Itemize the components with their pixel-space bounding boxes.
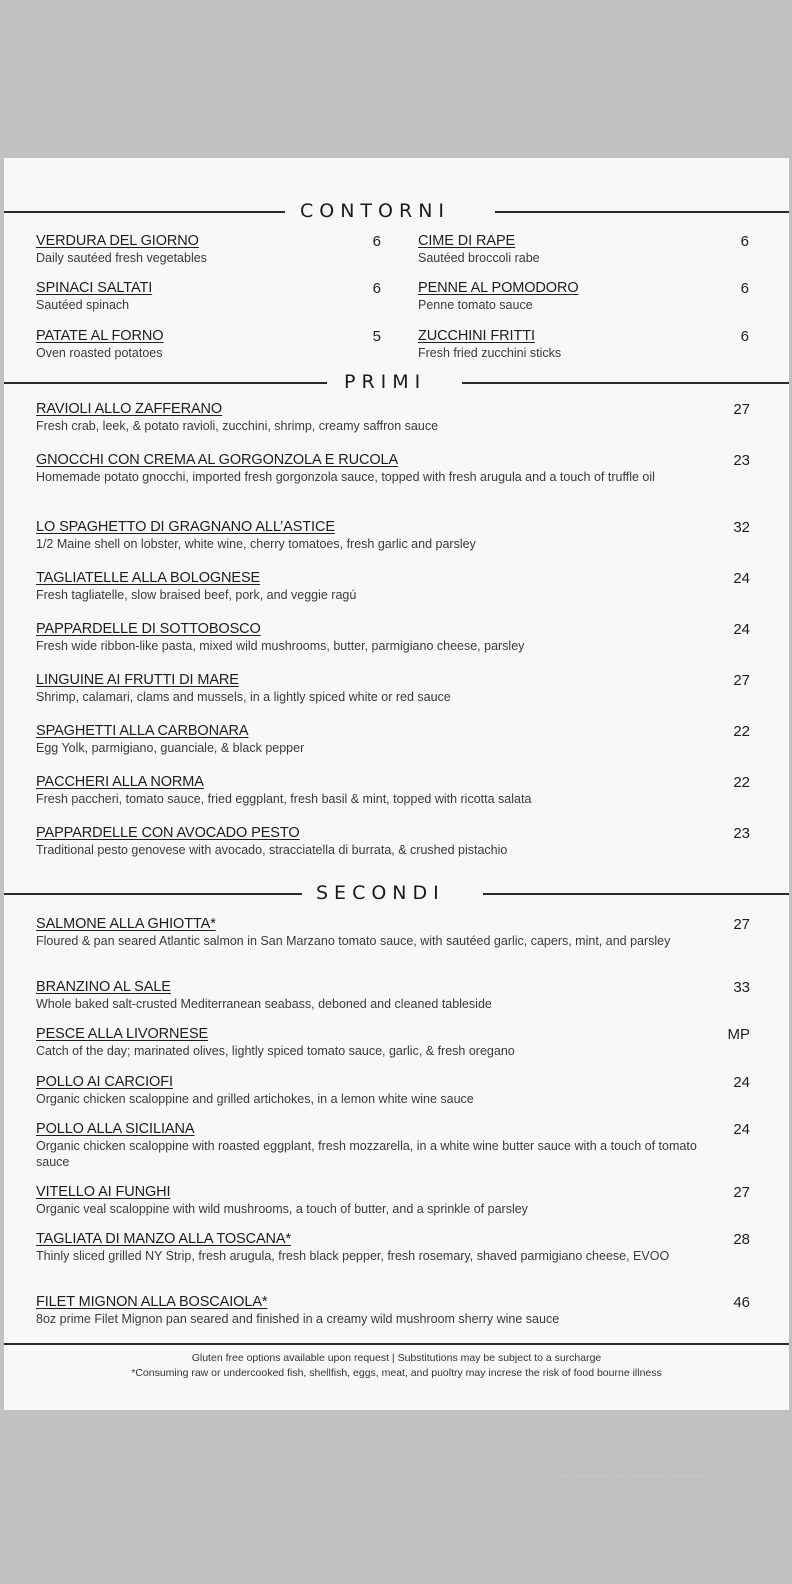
item-name: FILET MIGNON ALLA BOSCAIOLA* — [36, 1294, 268, 1310]
item-description: Organic veal scaloppine with wild mushrooms, a touch of butter, and a sprinkle of parsley — [36, 1202, 528, 1216]
item-name: TAGLIATELLE ALLA BOLOGNESE — [36, 570, 261, 586]
item-description: Fresh fried zucchini sticks — [418, 346, 562, 360]
item-name: PATATE AL FORNO — [36, 328, 164, 344]
item-description: Fresh wide ribbon-like pasta, mixed wild mushrooms, butter, parmigiano cheese, parsley — [36, 639, 525, 653]
item-name: BRANZINO AL SALE — [36, 979, 171, 995]
item-price: 27 — [733, 672, 750, 689]
item-price: 32 — [733, 519, 750, 536]
item-name: POLLO AI CARCIOFI — [36, 1074, 173, 1090]
item-description: 1/2 Maine shell on lobster, white wine, cherry tomatoes, fresh garlic and parsley — [36, 537, 476, 551]
menu-item — [36, 774, 750, 807]
item-price: 46 — [733, 1294, 750, 1311]
heading-rule-right — [483, 893, 789, 895]
menu-page — [4, 158, 789, 1410]
item-price: 6 — [740, 328, 749, 345]
item-name: CIME DI RAPE — [418, 233, 516, 249]
item-name: LINGUINE AI FRUTTI DI MARE — [36, 672, 239, 688]
item-price: 23 — [733, 452, 750, 469]
item-description: Shrimp, calamari, clams and mussels, in a lightly spiced white or red sauce — [36, 690, 451, 704]
item-price: 22 — [733, 774, 750, 791]
footer-note-consumption-warning: *Consuming raw or undercooked fish, shellfish, eggs, meat, and puoltry may increse the risk of food bourne illness — [131, 1367, 662, 1379]
menu-item — [36, 401, 750, 434]
item-description: Catch of the day; marinated olives, lightly spiced tomato sauce, garlic, & fresh oregano — [36, 1044, 515, 1058]
item-name: PAPPARDELLE CON AVOCADO PESTO — [36, 825, 300, 841]
item-name: VITELLO AI FUNGHI — [36, 1184, 171, 1200]
heading-rule-left — [4, 382, 327, 384]
watermark — [560, 1475, 705, 1478]
menu-item — [36, 621, 750, 654]
item-price: 23 — [733, 825, 750, 842]
menu-item — [36, 1294, 750, 1327]
heading-rule-left — [4, 211, 285, 213]
menu-item — [36, 570, 750, 603]
menu-item — [418, 328, 749, 361]
item-name: SPAGHETTI ALLA CARBONARA — [36, 723, 249, 739]
item-description: Thinly sliced grilled NY Strip, fresh arugula, fresh black pepper, fresh rosemary, shaved parmigiano cheese, EVOO — [36, 1249, 670, 1263]
section-heading-contorni — [4, 200, 789, 222]
menu-item — [36, 233, 381, 266]
menu-item — [418, 280, 749, 313]
footer-divider — [4, 1343, 789, 1345]
heading-rule-right — [495, 211, 789, 213]
item-price: 22 — [733, 723, 750, 740]
item-description: Floured & pan seared Atlantic salmon in San Marzano tomato sauce, with sautéed garlic, capers, mint, and parsley — [36, 934, 671, 948]
item-description: Oven roasted potatoes — [36, 346, 163, 360]
item-price: 28 — [733, 1231, 750, 1248]
menu-item — [36, 672, 750, 705]
section-title: SECONDI — [316, 882, 445, 904]
item-description: Sautéed spinach — [36, 298, 130, 312]
item-price: 24 — [733, 1074, 750, 1091]
item-description: Organic chicken scaloppine with roasted eggplant, fresh mozzarella, in a white wine butter sauce with a touch of tomato sauce — [36, 1139, 697, 1169]
item-name: SPINACI SALTATI — [36, 280, 153, 296]
menu-item — [36, 916, 750, 949]
item-description: Fresh tagliatelle, slow braised beef, pork, and veggie ragú — [36, 588, 357, 602]
item-price: 33 — [733, 979, 750, 996]
menu-item — [36, 1121, 750, 1170]
section-title: PRIMI — [344, 371, 427, 393]
item-name: SALMONE ALLA GHIOTTA* — [36, 916, 216, 932]
item-description: Daily sautéed fresh vegetables — [36, 251, 207, 265]
item-name: PESCE ALLA LIVORNESE — [36, 1026, 209, 1042]
menu-item — [36, 723, 750, 756]
item-price: 6 — [740, 280, 749, 297]
item-price: 27 — [733, 916, 750, 933]
item-name: TAGLIATA DI MANZO ALLA TOSCANA* — [36, 1231, 292, 1247]
heading-rule-left — [4, 893, 302, 895]
item-name: PAPPARDELLE DI SOTTOBOSCO — [36, 621, 261, 637]
menu-item — [36, 280, 381, 313]
item-name: PENNE AL POMODORO — [418, 280, 579, 296]
menu-item — [36, 825, 750, 858]
item-price: 27 — [733, 1184, 750, 1201]
item-description: Sautéed broccoli rabe — [418, 251, 540, 265]
item-name: LO SPAGHETTO DI GRAGNANO ALL’ASTICE — [36, 519, 335, 535]
menu-item — [36, 328, 381, 361]
item-description: Egg Yolk, parmigiano, guanciale, & black pepper — [36, 741, 305, 755]
item-description: 8oz prime Filet Mignon pan seared and finished in a creamy wild mushroom sherry wine sauce — [36, 1312, 560, 1326]
item-name: VERDURA DEL GIORNO — [36, 233, 199, 249]
item-description: Homemade potato gnocchi, imported fresh gorgonzola sauce, topped with fresh arugula and a touch of truffle oil — [36, 470, 655, 484]
item-description: Organic chicken scaloppine and grilled artichokes, in a lemon white wine sauce — [36, 1092, 474, 1106]
item-description: Fresh crab, leek, & potato ravioli, zucchini, shrimp, creamy saffron sauce — [36, 419, 439, 433]
item-name: ZUCCHINI FRITTI — [418, 328, 535, 344]
menu-item — [36, 452, 750, 485]
menu-item — [36, 1074, 750, 1107]
menu-item — [418, 233, 749, 266]
section-heading-secondi — [4, 882, 789, 904]
item-name: PACCHERI ALLA NORMA — [36, 774, 204, 790]
menu-item — [36, 1231, 750, 1264]
item-description: Traditional pesto genovese with avocado, stracciatella di burrata, & crushed pistachio — [36, 843, 508, 857]
item-price: 24 — [733, 570, 750, 587]
footer-note-gluten: Gluten free options available upon request | Substitutions may be subject to a surcharge — [191, 1352, 602, 1364]
menu-item — [36, 1184, 750, 1217]
menu-item — [36, 1026, 750, 1059]
menu-item — [36, 519, 750, 552]
item-name: POLLO ALLA SICILIANA — [36, 1121, 195, 1137]
item-price: 6 — [372, 233, 381, 250]
item-price: MP — [727, 1026, 750, 1043]
item-description: Whole baked salt-crusted Mediterranean seabass, deboned and cleaned tableside — [36, 997, 492, 1011]
item-name: GNOCCHI CON CREMA AL GORGONZOLA E RUCOLA — [36, 452, 399, 468]
item-price: 5 — [372, 328, 381, 345]
section-heading-primi — [4, 371, 789, 393]
item-description: Penne tomato sauce — [418, 298, 533, 312]
heading-rule-right — [462, 382, 789, 384]
item-price: 6 — [372, 280, 381, 297]
item-price: 24 — [733, 1121, 750, 1138]
item-description: Fresh paccheri, tomato sauce, fried eggplant, fresh basil & mint, topped with ricotta salata — [36, 792, 532, 806]
item-price: 24 — [733, 621, 750, 638]
item-price: 27 — [733, 401, 750, 418]
menu-item — [36, 979, 750, 1012]
item-price: 6 — [740, 233, 749, 250]
section-title: CONTORNI — [300, 200, 451, 222]
item-name: RAVIOLI ALLO ZAFFERANO — [36, 401, 223, 417]
